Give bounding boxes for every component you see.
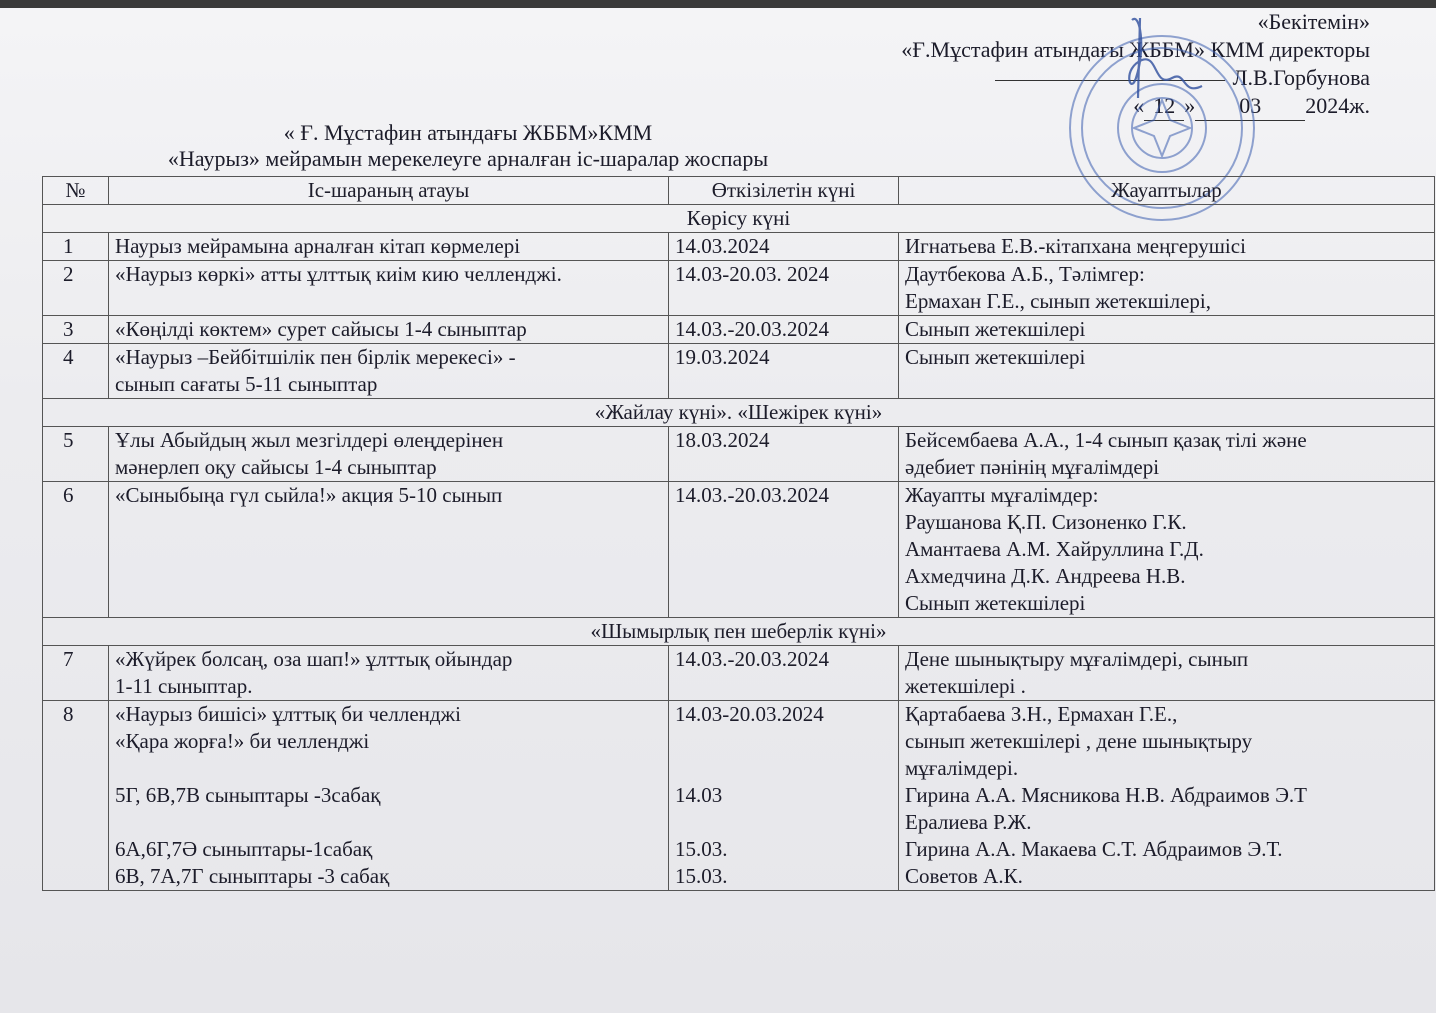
cell-text: Сынып жетекшілері: [905, 345, 1086, 369]
row-number: 6: [43, 482, 109, 618]
cell-text: Гирина А.А. Мясникова Н.В. Абдраимов Э.Т: [905, 783, 1308, 807]
cell-text: Раушанова Қ.П. Сизоненко Г.К.: [905, 510, 1187, 534]
cell-text: Жауапты мұғалімдер:: [905, 483, 1099, 507]
cell-date: [669, 701, 899, 891]
cell-text: Ералиева Р.Ж.: [905, 810, 1032, 834]
cell-text: Советов А.К.: [905, 864, 1023, 888]
cell-date: [669, 344, 899, 399]
date-year: 2024ж.: [1305, 93, 1370, 118]
approve-label: «Бекітемін»: [1257, 9, 1370, 34]
cell-text: 1-11 сыныптар.: [115, 674, 253, 698]
cell-resp: [899, 344, 1435, 399]
director-org: «Ғ.Мұстафин атындағы ЖББМ» КММ директоры: [901, 37, 1370, 62]
cell-text: [675, 809, 892, 836]
plan-title: «Наурыз» мейрамын мерекелеуге арналған іс-шаралар жоспары: [167, 146, 769, 171]
col-header-date: Өткізілетін күні: [669, 177, 899, 205]
cell-text: 6В, 7А,7Г сыныптары -3 сабақ: [115, 864, 390, 888]
table-row: [43, 427, 1435, 482]
table-body: [43, 205, 1435, 891]
row-number: 5: [43, 427, 109, 482]
section-title: «Шымырлық пен шеберлік күні»: [43, 618, 1435, 646]
section-row: [43, 205, 1435, 233]
cell-date: [669, 646, 899, 701]
table-row: [43, 261, 1435, 316]
cell-text: [115, 755, 662, 782]
cell-resp: [899, 316, 1435, 344]
handwritten-signature-icon: [1129, 18, 1202, 98]
cell-resp: [899, 233, 1435, 261]
section-title: «Жайлау күні». «Шежірек күні»: [43, 399, 1435, 427]
table-row: [43, 482, 1435, 618]
cell-name: [109, 646, 669, 701]
cell-text: сынып сағаты 5-11 сыныптар: [115, 372, 378, 396]
cell-text: жетекшілері .: [905, 674, 1026, 698]
cell-text: 14.03.-20.03.2024: [675, 483, 829, 507]
cell-text: Сынып жетекшілері: [905, 591, 1086, 615]
row-number: 8: [43, 701, 109, 891]
cell-text: Наурыз мейрамына арналған кітап көрмелері: [115, 234, 521, 258]
cell-text: «Наурыз бишісі» ұлттық би челленджі: [115, 702, 461, 726]
table-header-row: [43, 177, 1435, 205]
cell-text: «Наурыз –Бейбітшілік пен бірлік мерекесі» -: [115, 345, 516, 369]
cell-text: Амантаева А.М. Хайруллина Г.Д.: [905, 537, 1204, 561]
cell-text: 6А,6Г,7Ә сыныптары-1сабақ: [115, 837, 373, 861]
cell-resp: [899, 427, 1435, 482]
cell-text: 14.03-20.03.2024: [675, 702, 824, 726]
row-number: 7: [43, 646, 109, 701]
cell-name: [109, 482, 669, 618]
cell-text: Ермахан Г.Е., сынып жетекшілері,: [905, 289, 1212, 313]
director-name: Л.В.Горбунова: [1232, 65, 1370, 90]
cell-text: [675, 728, 892, 755]
date-day: 12: [1144, 92, 1184, 121]
cell-name: [109, 316, 669, 344]
cell-text: Ұлы Абыйдың жыл мезгілдері өлеңдерінен: [115, 428, 504, 452]
section-row: [43, 618, 1435, 646]
row-number: 4: [43, 344, 109, 399]
cell-text: 14.03: [675, 783, 723, 807]
cell-text: Ахмедчина Д.К. Андреева Н.В.: [905, 564, 1186, 588]
cell-date: [669, 427, 899, 482]
table-row: [43, 316, 1435, 344]
cell-text: Бейсембаева А.А., 1-4 сынып қазақ тілі және: [905, 428, 1307, 452]
col-header-name: Іс-шараның атауы: [109, 177, 669, 205]
cell-text: әдебиет пәнінің мұғалімдері: [905, 455, 1160, 479]
col-header-responsible: Жауаптылар: [899, 177, 1435, 205]
cell-text: «Сыныбыңа гүл сыйла!» акция 5-10 сынып: [115, 483, 503, 507]
cell-name: [109, 344, 669, 399]
cell-text: Қартабаева З.Н., Ермахан Г.Е.,: [905, 702, 1178, 726]
cell-text: 18.03.2024: [675, 428, 770, 452]
document-page: [0, 8, 1436, 1013]
cell-resp: [899, 646, 1435, 701]
date-month: 03: [1195, 92, 1305, 121]
cell-text: 5Г, 6В,7В сыныптары -3сабақ: [115, 783, 381, 807]
cell-text: мұғалімдері.: [905, 756, 1019, 780]
cell-text: 14.03.2024: [675, 234, 770, 258]
cell-text: 14.03.-20.03.2024: [675, 317, 829, 341]
cell-text: [675, 755, 892, 782]
row-number: 3: [43, 316, 109, 344]
cell-text: [115, 809, 662, 836]
cell-date: [669, 482, 899, 618]
cell-text: «Көңілді көктем» сурет сайысы 1-4 сыныптар: [115, 317, 527, 341]
cell-text: 14.03.-20.03.2024: [675, 647, 829, 671]
cell-name: [109, 701, 669, 891]
cell-text: Сынып жетекшілері: [905, 317, 1086, 341]
row-number: 2: [43, 261, 109, 316]
row-number: 1: [43, 233, 109, 261]
table-row: [43, 646, 1435, 701]
cell-text: Игнатьева Е.В.-кітапхана меңгерушісі: [905, 234, 1246, 258]
cell-text: сынып жетекшілері , дене шынықтыру: [905, 729, 1253, 753]
table-row: [43, 701, 1435, 891]
cell-text: Даутбекова А.Б., Тәлімгер:: [905, 262, 1145, 286]
cell-name: [109, 261, 669, 316]
cell-resp: [899, 701, 1435, 891]
cell-name: [109, 233, 669, 261]
table-row: [43, 344, 1435, 399]
approval-date: « 12 » 03 2024ж.: [901, 92, 1370, 121]
cell-text: Гирина А.А. Макаева С.Т. Абдраимов Э.Т.: [905, 837, 1283, 861]
cell-text: «Наурыз көркі» атты ұлттық киім кию челленджі.: [115, 262, 562, 286]
cell-text: «Жүйрек болсаң, оза шап!» ұлттық ойындар: [115, 647, 513, 671]
cell-text: 19.03.2024: [675, 345, 770, 369]
section-row: [43, 399, 1435, 427]
cell-resp: [899, 261, 1435, 316]
cell-text: 15.03.: [675, 864, 728, 888]
section-title: Көрісу күні: [43, 205, 1435, 233]
org-title: « Ғ. Мұстафин атындағы ЖББМ»КММ: [283, 120, 653, 145]
cell-text: 14.03-20.03. 2024: [675, 262, 829, 286]
cell-text: «Қара жорға!» би челленджі: [115, 729, 370, 753]
cell-date: [669, 233, 899, 261]
cell-resp: [899, 482, 1435, 618]
cell-text: 15.03.: [675, 837, 728, 861]
cell-name: [109, 427, 669, 482]
cell-date: [669, 316, 899, 344]
col-header-num: №: [43, 177, 109, 205]
cell-text: мәнерлеп оқу сайысы 1-4 сыныптар: [115, 455, 437, 479]
table-row: [43, 233, 1435, 261]
cell-date: [669, 261, 899, 316]
events-table: [42, 176, 1435, 891]
cell-text: Дене шынықтыру мұғалімдері, сынып: [905, 647, 1249, 671]
